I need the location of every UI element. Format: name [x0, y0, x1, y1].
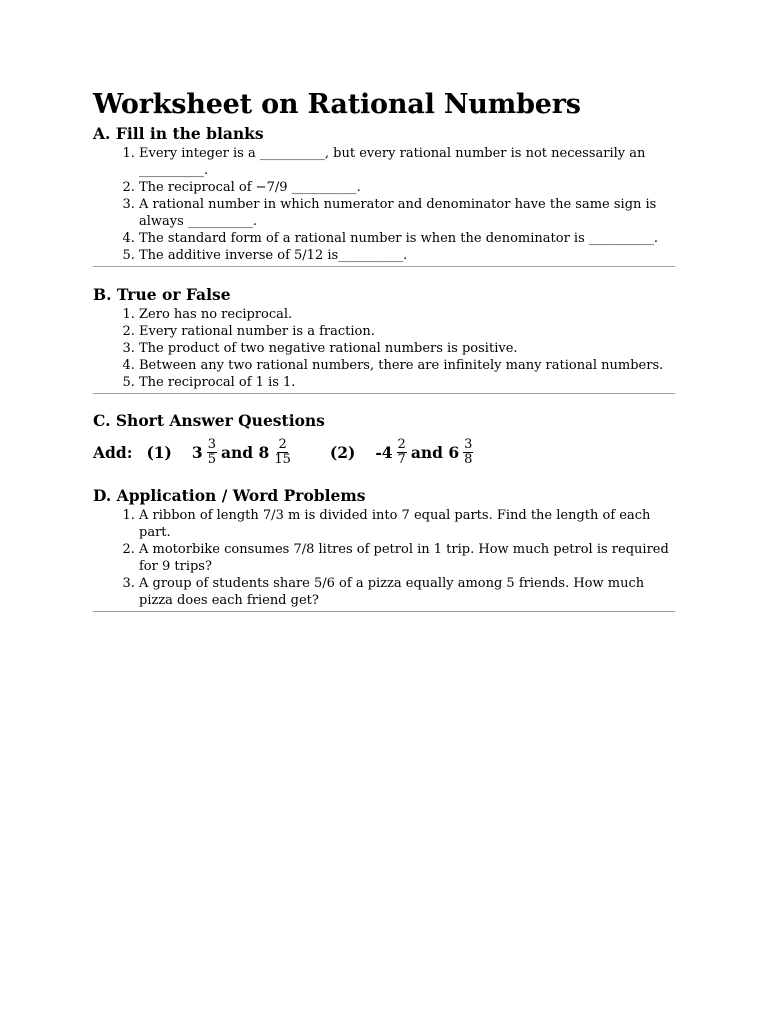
- denominator: 7: [397, 451, 406, 467]
- add-question-line: [93, 435, 675, 469]
- list-item: 1. A ribbon of length 7/3 m is divided into 7 equal parts. Find the length of each part.: [139, 507, 675, 541]
- section-divider: [93, 266, 675, 267]
- whole-number: 3: [191, 442, 203, 462]
- question-list: [93, 507, 675, 609]
- add-question-2: [330, 438, 478, 467]
- list-item: 2. The reciprocal of −7/9 __________.: [139, 179, 675, 196]
- list-item: 5. The reciprocal of 1 is 1.: [139, 374, 675, 391]
- list-item: 1. Every integer is a __________, but every rational number is not necessarily an __________.: [139, 145, 675, 179]
- add-question-1: [146, 438, 295, 467]
- section-heading: B. True or False: [93, 285, 231, 304]
- add-label: Add:: [93, 442, 133, 462]
- list-item: 2. A motorbike consumes 7/8 litres of petrol in 1 trip. How much petrol is required for 9 trips?: [139, 541, 675, 575]
- section-heading: A. Fill in the blanks: [93, 124, 264, 143]
- connector-text: and 8: [220, 442, 270, 462]
- question-number: (2): [329, 442, 356, 462]
- list-item: 4. Between any two rational numbers, there are infinitely many rational numbers.: [139, 357, 675, 374]
- fraction: [463, 438, 473, 467]
- section-divider: [93, 393, 675, 394]
- question-number: (1): [146, 442, 172, 462]
- section-fill-in-the-blanks: [93, 124, 675, 267]
- numerator: 3: [207, 436, 216, 452]
- connector-text: and 6: [410, 442, 460, 462]
- list-item: 2. Every rational number is a fraction.: [139, 323, 675, 340]
- question-list: [93, 306, 675, 391]
- list-item: 1. Zero has no reciprocal.: [139, 306, 675, 323]
- section-word-problems: [93, 486, 675, 612]
- worksheet-content: [93, 88, 675, 612]
- list-item: 5. The additive inverse of 5/12 is__________.: [139, 247, 675, 264]
- denominator: 15: [274, 451, 291, 467]
- question-list: [93, 145, 675, 264]
- list-item: 4. The standard form of a rational number is when the denominator is __________.: [139, 230, 675, 247]
- list-item: 3. A group of students share 5/6 of a pizza equally among 5 friends. How much pizza does each friend get?: [139, 575, 675, 609]
- section-short-answer: [93, 411, 675, 469]
- section-true-or-false: [93, 285, 675, 394]
- fraction: [273, 438, 292, 467]
- numerator: 2: [278, 436, 287, 452]
- fraction: [207, 438, 217, 467]
- denominator: 5: [207, 451, 216, 467]
- list-item: 3. The product of two negative rational numbers is positive.: [139, 340, 675, 357]
- section-heading: D. Application / Word Problems: [93, 486, 366, 505]
- numerator: 2: [397, 436, 406, 452]
- section-divider: [93, 611, 675, 612]
- whole-number: -4: [375, 442, 393, 462]
- page-title: Worksheet on Rational Numbers: [93, 89, 581, 120]
- list-item: 3. A rational number in which numerator and denominator have the same sign is always __________.: [139, 196, 675, 230]
- numerator: 3: [464, 436, 473, 452]
- denominator: 8: [464, 451, 473, 467]
- section-heading: C. Short Answer Questions: [93, 411, 325, 430]
- fraction: [397, 438, 407, 467]
